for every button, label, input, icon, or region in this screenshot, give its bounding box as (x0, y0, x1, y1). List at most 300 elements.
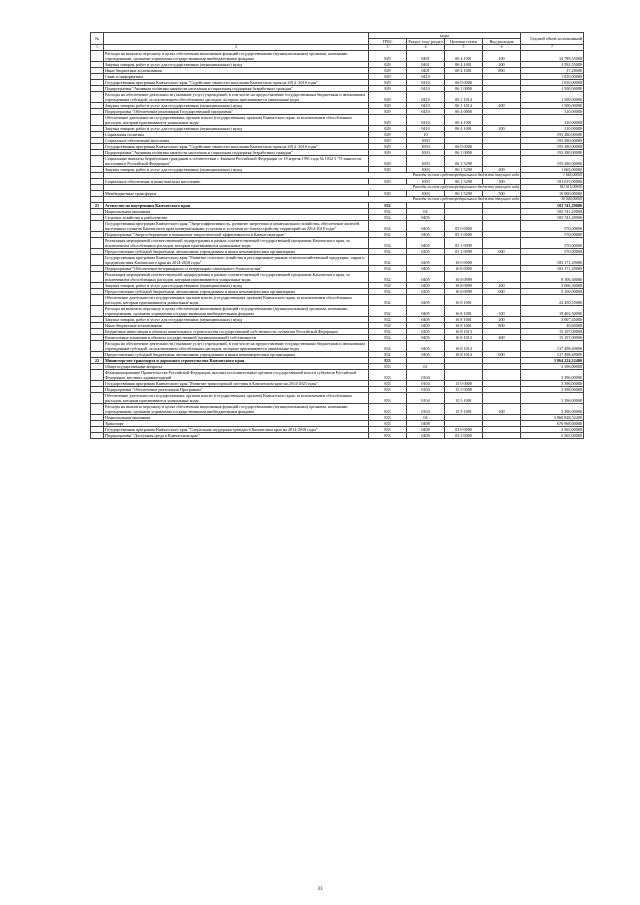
cell-razdel: 0408 (407, 421, 445, 427)
cell-vid: 300 (483, 179, 521, 185)
cell-razdel: 0410 (407, 115, 445, 126)
cell-amount: 3 006,30000 (521, 283, 584, 289)
cell-amount: 40,60000 (521, 323, 584, 329)
cell-amount: 570,00000 (521, 232, 584, 238)
cell-target: 05 1 0000 (445, 232, 483, 238)
cell-amount: 310,00000 (521, 115, 584, 126)
cell-grbs: 829 (369, 86, 407, 92)
cell-name: Обеспечение деятельности государственных органов власти (государственных органов) Камчатского края, за исключением обособленных расходов, которым присваиваются уникальные коды (104, 115, 369, 126)
cell-target: 06 4 1001 (445, 126, 483, 132)
cell-grbs: 832 (369, 317, 407, 323)
cell-razdel: 0405 (407, 317, 445, 323)
cell-razdel: 0405 (407, 272, 445, 283)
cell-name: Социальное обеспечение и иные выплаты населению (104, 179, 369, 185)
cell-grbs: 832 (369, 266, 407, 272)
cell-grbs: 829 (369, 144, 407, 150)
cell-razdel: 0405 (407, 335, 445, 341)
cell-grbs: 832 (369, 272, 407, 283)
cell-vid (483, 221, 521, 232)
cell-amount: 3 007,45000 (521, 317, 584, 323)
cell-grbs: 829 (369, 191, 407, 197)
cell-name: Социальные выплаты безработным гражданам в соответствии с Законом Российской Федерации от 19 апреля 1991 года № 1032-1 "О занятости населения в Российской Федерации" (104, 156, 369, 167)
cell-vid (483, 156, 521, 167)
cell-razdel: 0401 (407, 62, 445, 68)
cell-name: Подпрограмма "Активная политика занятости населения и социальная поддержка безработных граждан" (104, 150, 369, 156)
cell-name: Расходы на выплаты персоналу в целях обеспечения выполнения функций государственными (муниципальными) органами, казенными учреждениями, органами управления государственными внебюджетными фондами (104, 306, 369, 317)
cell-name: Иные бюджетные ассигнования (104, 323, 369, 329)
cell-razdel: 0410 (407, 126, 445, 132)
cell-razdel: 0405 (407, 329, 445, 335)
cell-razdel: 1003 (407, 138, 445, 144)
cell-target: 16 8 1014 (445, 352, 483, 358)
cell-amount: 676 968,00000 (521, 421, 584, 427)
cell-razdel: 01 (407, 364, 445, 370)
cell-amount: 183 171,29000 (521, 266, 584, 272)
cell-vid: 200 (483, 103, 521, 109)
cell-grbs: 829 (369, 126, 407, 132)
cell-target: 06 0 0000 (445, 80, 483, 86)
cell-razdel: 04 (407, 209, 445, 215)
cell-razdel: 1003 (407, 179, 445, 185)
cell-razdel: 0104 (407, 387, 445, 393)
cell-name: Расходы на обеспечение деятельности (оказание услуг) учреждений, в том числе на предоставление государственным бюджетным и автономным учреждениям субсидий, за исключением обособленных расходов, которым присваиваются уникальные коды (104, 92, 369, 103)
note-text: Расходы за счет средств федерального бюджета текущего года (104, 185, 521, 191)
cell-razdel: 04 (407, 415, 445, 421)
cell-amount: 3 396,00000 (521, 381, 584, 387)
cell-vid: 200 (483, 62, 521, 68)
cell-name: Обеспечение деятельности государственных органов власти (государственных органов) Камчатского края, за исключением обособленных расходов, которым присваиваются уникальные коды (104, 295, 369, 306)
cell-razdel: 0405 (407, 289, 445, 295)
table-row (91, 92, 584, 103)
cell-name: Государственная программа Камчатского края "Энергоэффективность, развитие энергетики и коммунального хозяйства, обеспечение жителей населенных пунктов Камчатского края коммунальными услугами и услугами по благоустройству территорий на 2014-2018 годы" (104, 221, 369, 232)
cell-grbs: 829 (369, 167, 407, 173)
cell-amount: 193 280,00000 (521, 132, 584, 138)
cell-name: Государственная программа Камчатского края "Содействие занятости населения Камчатского края на 2014 -2018 годы" (104, 144, 369, 150)
cell-amount: 570,00000 (521, 238, 584, 249)
col-index: 6 (483, 45, 521, 51)
cell-no (91, 255, 104, 266)
cell-name: Транспорт (104, 421, 369, 427)
cell-razdel: 0401 (407, 51, 445, 62)
cell-amount: 183 741,29000 (521, 215, 584, 221)
cell-no (91, 404, 104, 415)
cell-name: Социальная политика (104, 132, 369, 138)
cell-name: Национальная экономика (104, 415, 369, 421)
cell-target: 16 8 1001 (445, 323, 483, 329)
cell-razdel: 0410 (407, 109, 445, 115)
cell-grbs: 829 (369, 62, 407, 68)
cell-razdel: 0405 (407, 323, 445, 329)
cell-target: 06 1 1014 (445, 103, 483, 109)
cell-amount: 5 100,00000 (521, 289, 584, 295)
cell-name: Иные бюджетные ассигнования (104, 68, 369, 74)
cell-vid: 400 (483, 335, 521, 341)
cell-razdel: 0405 (407, 221, 445, 232)
cell-no: 21 (91, 203, 104, 209)
cell-no (91, 393, 104, 404)
cell-amount: 15 107,00000 (521, 335, 584, 341)
cell-name: Общегосударственные вопросы (104, 364, 369, 370)
cell-grbs: 833 (369, 393, 407, 404)
cell-grbs: 832 (369, 209, 407, 215)
cell-grbs: 833 (369, 404, 407, 415)
cell-vid (483, 115, 521, 126)
cell-grbs: 833 (369, 358, 407, 364)
cell-target: 06 4 1001 (445, 51, 483, 62)
cell-vid (483, 255, 521, 266)
cell-name: Межбюджетные трансферты (104, 191, 369, 197)
cell-grbs: 833 (369, 421, 407, 427)
cell-no (91, 156, 104, 167)
cell-razdel: 1003 (407, 191, 445, 197)
cell-amount: 1 500,00000 (521, 86, 584, 92)
cell-name: Подпрограмма "Энергосбережение и повышение энергетической эффективности в Камчатском крае" (104, 232, 369, 238)
cell-amount: 22 450,55000 (521, 295, 584, 306)
cell-amount: 570,00000 (521, 249, 584, 255)
header-grbs: ГРБС (369, 39, 407, 45)
cell-razdel: 0410 (407, 92, 445, 103)
cell-amount: 570,00000 (521, 221, 584, 232)
page-number: 33 (317, 887, 323, 892)
cell-amount: 34 789,35000 (521, 51, 584, 62)
cell-vid (483, 272, 521, 283)
cell-amount: 3 864 224,52400 (521, 358, 584, 364)
cell-grbs: 833 (369, 433, 407, 439)
cell-target: 16 8 1013 (445, 329, 483, 335)
header-razdel: Раздел, под- раздел (408, 39, 443, 44)
cell-razdel: 1003 (407, 144, 445, 150)
cell-grbs: 832 (369, 341, 407, 352)
cell-amount: 1 665,00000 (521, 173, 584, 179)
table-row (91, 295, 584, 306)
cell-no (91, 272, 104, 283)
cell-amount: 137 498,49000 (521, 352, 584, 358)
cell-grbs: 832 (369, 232, 407, 238)
cell-razdel: 0410 (407, 74, 445, 80)
cell-target: 16 8 0999 (445, 283, 483, 289)
cell-target: 05 1 0999 (445, 249, 483, 255)
table-row (91, 341, 584, 352)
cell-razdel: 0405 (407, 341, 445, 352)
cell-amount: 1 665,00000 (521, 167, 584, 173)
cell-target: 15 5 1001 (445, 404, 483, 415)
cell-name: Связь и информатика (104, 74, 369, 80)
cell-amount: 183 741,29000 (521, 209, 584, 215)
cell-name: Подпрограмма "Активная политика занятости населения и социальная поддержка безработных граждан" (104, 86, 369, 92)
table-row (91, 221, 584, 232)
cell-amount: 19 402,50000 (521, 306, 584, 317)
cell-amount: 3 565,00000 (521, 433, 584, 439)
cell-target: 06 4 1001 (445, 68, 483, 74)
cell-vid: 100 (483, 404, 521, 415)
cell-amount: 137 498,49000 (521, 341, 584, 352)
cell-razdel: 0405 (407, 255, 445, 266)
cell-grbs: 832 (369, 352, 407, 358)
cell-name: Предоставление субсидий бюджетным, автономным учреждениям и иным некоммерческим организациям (104, 249, 369, 255)
cell-grbs: 829 (369, 138, 407, 144)
cell-target: 16 8 0999 (445, 289, 483, 295)
header-amount: Годовой объем ассигнований (521, 33, 584, 45)
cell-name: Расходы на выплаты персоналу в целях обеспечения выполнения функций государственными (муниципальными) органами, казенными учреждениями, органами управления государственными внебюджетными фондами (104, 404, 369, 415)
cell-target: 05 0 0000 (445, 221, 483, 232)
cell-grbs: 832 (369, 335, 407, 341)
cell-name: Государственная программа Камчатского края "Развитие сельского хозяйства и регулирование рынков сельскохозяйственной продукции, сырья и продовольствия Камчатского края на 2014-2018 годы" (104, 255, 369, 266)
cell-razdel: 1003 (407, 167, 445, 173)
cell-amount: 8 106,30000 (521, 272, 584, 283)
cell-vid: 800 (483, 68, 521, 74)
cell-grbs: 833 (369, 364, 407, 370)
cell-grbs: 832 (369, 238, 407, 249)
table-row (91, 272, 584, 283)
cell-vid: 200 (483, 283, 521, 289)
cell-name: Закупка товаров, работ и услуг для государственных (муниципальных) нужд (104, 283, 369, 289)
cell-target: 06 4 1001 (445, 62, 483, 68)
cell-name: Реализация мероприятий соответствующей подпрограммы в рамках соответствующей государственной программы Камчатского края, за исключением обособленных расходов, которым присваиваются уникальные коды (104, 238, 369, 249)
header-no: № (91, 33, 104, 45)
cell-razdel: 0410 (407, 80, 445, 86)
cell-grbs: 832 (369, 283, 407, 289)
cell-vid (483, 238, 521, 249)
cell-target: 06 1 5290 (445, 179, 483, 185)
cell-no (91, 115, 104, 126)
cell-amount: 310,00000 (521, 126, 584, 132)
cell-target: 06 1 1014 (445, 92, 483, 103)
cell-grbs: 832 (369, 249, 407, 255)
cell-target: 06 1 5290 (445, 156, 483, 167)
cell-amount: 310,00000 (521, 109, 584, 115)
cell-name: Расходы на обеспечение деятельности (оказание услуг) учреждений, в том числе на предоставление государственным бюджетным и автономным учреждениям субсидий, за исключением обособленных расходов, которым присваиваются уникальные коды (104, 341, 369, 352)
col-index: 3 (369, 45, 407, 51)
cell-target: 06 4 0000 (445, 109, 483, 115)
cell-vid (483, 393, 521, 404)
cell-target: 06 1 0000 (445, 86, 483, 92)
cell-no: 22 (91, 358, 104, 364)
cell-razdel: 0405 (407, 283, 445, 289)
cell-amount: 3 565,00000 (521, 427, 584, 433)
cell-grbs: 832 (369, 329, 407, 335)
cell-razdel: 0104 (407, 404, 445, 415)
cell-name: Сельское хозяйство и рыболовство (104, 215, 369, 221)
cell-no (91, 221, 104, 232)
cell-name: Предоставление субсидий бюджетным, автономным учреждениям и иным некоммерческим организациям (104, 289, 369, 295)
cell-name: Подпрограмма "Обеспечение реализации Государственной программы" (104, 109, 369, 115)
cell-grbs: 832 (369, 306, 407, 317)
cell-grbs: 832 (369, 221, 407, 232)
cell-target: 16 8 1014 (445, 341, 483, 352)
cell-grbs: 833 (369, 427, 407, 433)
col-index: 4 (407, 45, 445, 51)
cell-vid (483, 92, 521, 103)
cell-razdel: 0410 (407, 103, 445, 109)
cell-no (91, 341, 104, 352)
cell-razdel: 0405 (407, 232, 445, 238)
cell-vid: 200 (483, 317, 521, 323)
cell-name: Предоставление субсидий бюджетным, автономным учреждениям и иным некоммерческим организациям (104, 352, 369, 358)
table-row (91, 404, 584, 415)
cell-name: Обеспечение деятельности государственных органов власти (государственных органов) Камчатского края, за исключением обособленных расходов, которым присваиваются уникальные коды (104, 393, 369, 404)
cell-target: 15 0 0000 (445, 381, 483, 387)
cell-grbs: 829 (369, 179, 407, 185)
cell-grbs: 832 (369, 215, 407, 221)
cell-razdel: 0104 (407, 381, 445, 387)
cell-name: Государственная программа Камчатского края "Содействие занятости населения Камчатского края на 2014 -2018 годы" (104, 80, 369, 86)
cell-name: Социальное обеспечение населения (104, 138, 369, 144)
cell-no (91, 92, 104, 103)
cell-grbs: 829 (369, 156, 407, 167)
table-row (91, 433, 584, 439)
cell-amount: 1 500,00000 (521, 103, 584, 109)
cell-target: 16 0 0000 (445, 255, 483, 266)
cell-target: 15 5 0000 (445, 387, 483, 393)
cell-name: Закупка товаров, работ и услуг для государственных (муниципальных) нужд (104, 167, 369, 173)
cell-razdel: 1003 (407, 156, 445, 167)
col-index: 2 (104, 45, 369, 51)
cell-vid: 500 (483, 191, 521, 197)
cell-name: Национальная экономика (104, 209, 369, 215)
cell-name: Закупка товаров, работ и услуг для государственных (муниципальных) нужд (104, 126, 369, 132)
cell-vid (483, 370, 521, 381)
cell-grbs: 829 (369, 92, 407, 103)
cell-name: Функционирование Правительства Российской Федерации, высших исполнительных органов государственной власти субъектов Российской Федерации, местных администраций (104, 370, 369, 381)
cell-grbs: 832 (369, 255, 407, 266)
table-row (91, 370, 584, 381)
table-row (91, 393, 584, 404)
cell-target: 15 5 1001 (445, 393, 483, 404)
cell-grbs: 829 (369, 68, 407, 74)
cell-amount: 193 280,00000 (521, 144, 584, 150)
cell-name: Подпрограмма "Обеспечение реализации Программы" (104, 387, 369, 393)
cell-amount: 1 500,00000 (521, 92, 584, 103)
cell-amount: 1 810,00000 (521, 80, 584, 86)
cell-target: 03 3 0000 (445, 433, 483, 439)
cell-target (445, 370, 483, 381)
cell-target: 03 0 0000 (445, 427, 483, 433)
cell-target: 16 8 1001 (445, 306, 483, 317)
col-index: 5 (445, 45, 483, 51)
col-index: 7 (521, 45, 584, 51)
table-row (91, 255, 584, 266)
cell-grbs: 829 (369, 109, 407, 115)
cell-razdel: 1003 (407, 150, 445, 156)
cell-target: 06 4 1001 (445, 115, 483, 126)
note-text: Расходы за счет средств федерального бюджета текущего года (104, 197, 521, 203)
cell-amount: 3 860 828,52400 (521, 415, 584, 421)
cell-no (91, 370, 104, 381)
cell-amount: 3 592,55000 (521, 62, 584, 68)
cell-target: 05 1 0999 (445, 238, 483, 249)
cell-target: 16 8 0999 (445, 272, 483, 283)
cell-name: Агентство по внутренним Камчатского края (104, 203, 369, 209)
cell-amount: 37,28000 (521, 68, 584, 74)
cell-grbs: 829 (369, 80, 407, 86)
cell-target: 16 8 0000 (445, 266, 483, 272)
cell-vid: 200 (483, 167, 521, 173)
cell-vid: 600 (483, 249, 521, 255)
cell-grbs: 832 (369, 289, 407, 295)
cell-razdel: 0405 (407, 352, 445, 358)
cell-razdel: 0405 (407, 266, 445, 272)
cell-name: Подпрограмма "Обеспечение ветеринарного и ветеринарно-санитарного благополучия" (104, 266, 369, 272)
cell-amount: 1 810,00000 (521, 74, 584, 80)
cell-razdel: 0410 (407, 86, 445, 92)
cell-target: 06 1 5290 (445, 167, 483, 173)
cell-target: 16 8 1001 (445, 317, 483, 323)
cell-amount: 3 396,00000 (521, 387, 584, 393)
table-row (91, 156, 584, 167)
cell-grbs: 829 (369, 115, 407, 126)
cell-razdel: 10 (407, 132, 445, 138)
cell-vid: 200 (483, 126, 521, 132)
table-row (91, 51, 584, 62)
cell-amount: 15 107,00000 (521, 329, 584, 335)
cell-grbs: 832 (369, 295, 407, 306)
cell-grbs: 832 (369, 323, 407, 329)
cell-vid: 600 (483, 289, 521, 295)
cell-grbs: 833 (369, 415, 407, 421)
cell-no (91, 295, 104, 306)
cell-amount: 3 396,00000 (521, 364, 584, 370)
cell-grbs: 829 (369, 51, 407, 62)
cell-no (91, 238, 104, 249)
cell-grbs: 832 (369, 203, 407, 209)
cell-razdel: 0405 (407, 215, 445, 221)
cell-grbs: 829 (369, 74, 407, 80)
cell-target: 06 1 5290 (445, 191, 483, 197)
note-text: Расходы за счет средств федерального бюджета текущего года (104, 173, 521, 179)
cell-vid: 600 (483, 352, 521, 358)
cell-name: Министерство транспорта и дорожного строительства Камчатского края (104, 358, 369, 364)
header-vid: Вид расходов (483, 39, 521, 45)
cell-name: Государственная программа Камчатского края "Развитие транспортной системы в Камчатском крае на 2014-2023 годы" (104, 381, 369, 387)
cell-grbs: 833 (369, 381, 407, 387)
cell-razdel: 0405 (407, 249, 445, 255)
cell-name: Бюджетные инвестиции в объекты капитального строительства государственной собственности субъектов Российской Федерации (104, 329, 369, 335)
table-row (91, 238, 584, 249)
cell-amount: 193 280,00000 (521, 156, 584, 167)
cell-amount: 193 280,00000 (521, 138, 584, 144)
cell-razdel: 0405 (407, 238, 445, 249)
cell-razdel: 0408 (407, 433, 445, 439)
cell-vid: 100 (483, 51, 521, 62)
cell-grbs: 833 (369, 370, 407, 381)
cell-no (91, 306, 104, 317)
cell-target: 16 8 1013 (445, 335, 483, 341)
header-codes: коды (369, 33, 521, 39)
cell-amount: 10 000,00000 (521, 191, 584, 197)
cell-amount: 10 000,00000 (521, 197, 584, 203)
cell-name: Государственная программа Камчатского края "Социальная поддержка граждан в Камчатском крае на 2014-2018 годы" (104, 427, 369, 433)
cell-amount: 3 396,00000 (521, 404, 584, 415)
cell-razdel: 0408 (407, 427, 445, 433)
table-row (91, 115, 584, 126)
cell-vid: 100 (483, 306, 521, 317)
cell-name: Закупка товаров, работ и услуг для государственных (муниципальных) нужд (104, 62, 369, 68)
cell-amount: 193 280,00000 (521, 150, 584, 156)
cell-razdel: 0104 (407, 370, 445, 381)
cell-grbs: 829 (369, 103, 407, 109)
header-target: Целевая статья (445, 39, 483, 45)
cell-amount: 183 171,29000 (521, 255, 584, 266)
col-index: 1 (91, 45, 104, 51)
cell-name: Реализация мероприятий соответствующей подпрограммы в рамках соответствующей государственной программы Камчатского края, за исключением обособленных расходов, которым присваиваются уникальные коды (104, 272, 369, 283)
cell-razdel: 0401 (407, 68, 445, 74)
cell-amount: 181 615,00000 (521, 185, 584, 191)
cell-amount: 3 396,00000 (521, 370, 584, 381)
header-name (104, 33, 369, 45)
cell-grbs: 829 (369, 132, 407, 138)
cell-grbs: 833 (369, 387, 407, 393)
cell-razdel: 0405 (407, 295, 445, 306)
